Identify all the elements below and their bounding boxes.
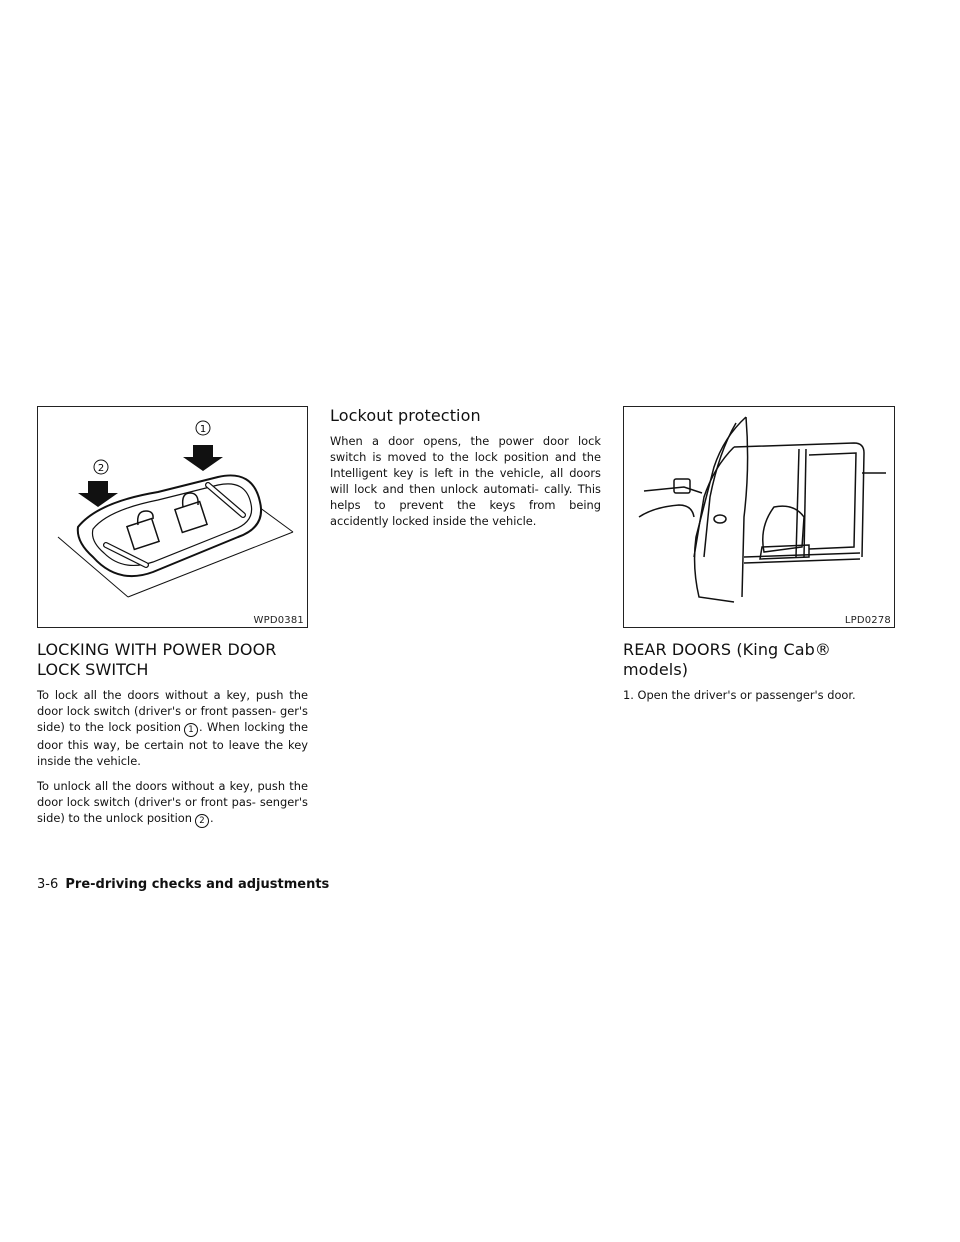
door-lock-switch-figure xyxy=(37,406,308,628)
section-name: Pre-driving checks and adjustments xyxy=(65,877,330,892)
paragraph-unlock xyxy=(37,778,308,828)
callout-ref-2: 2 xyxy=(195,814,209,828)
page-footer xyxy=(37,877,329,892)
callout-1: 1 xyxy=(199,424,207,435)
heading-line-1: LOCKING WITH POWER DOOR xyxy=(37,640,277,659)
section-heading-rear-doors: REAR DOORS (King Cab® models) xyxy=(623,640,832,679)
column-middle xyxy=(330,406,601,538)
heading-line-2: LOCK SWITCH xyxy=(37,660,149,679)
paragraph-lockout: When a door opens, the power door lock switch is moved to the lock position and the Intelligent key is left in the vehicle, all doors will lock and then unlock automati- cally. This helps to prevent the keys from being accidently locked inside the vehicle. xyxy=(330,434,601,528)
page-number: 3-6 xyxy=(37,877,59,892)
truck-door-illustration xyxy=(624,407,896,629)
step-1: 1. Open the driver's or passenger's door. xyxy=(623,688,856,702)
figure-code: LPD0278 xyxy=(844,615,891,626)
paragraph-unlock-text-cont: . xyxy=(209,811,214,825)
paragraph-lock-text-cont: . When locking the door this way, be certain not to leave the key inside the vehicle. xyxy=(37,720,308,768)
rear-door-figure xyxy=(623,406,895,628)
callout-2: 2 xyxy=(97,463,105,474)
section-heading-power-door-lock xyxy=(37,640,308,680)
callout-ref-1: 1 xyxy=(184,723,198,737)
column-right xyxy=(623,406,895,712)
column-left xyxy=(37,406,308,837)
paragraph-lock xyxy=(37,687,308,769)
paragraph-lock-text: To lock all the doors without a key, push the door lock switch (driver's or front passen- ger's side) to the lock position xyxy=(37,688,308,734)
door-lock-switch-illustration xyxy=(38,407,309,629)
paragraph-unlock-text: To unlock all the doors without a key, push the door lock switch (driver's or front pas- senger's side) to the unlock position xyxy=(37,779,308,825)
figure-code: WPD0381 xyxy=(253,615,304,626)
section-heading-lockout-protection: Lockout protection xyxy=(330,406,481,425)
